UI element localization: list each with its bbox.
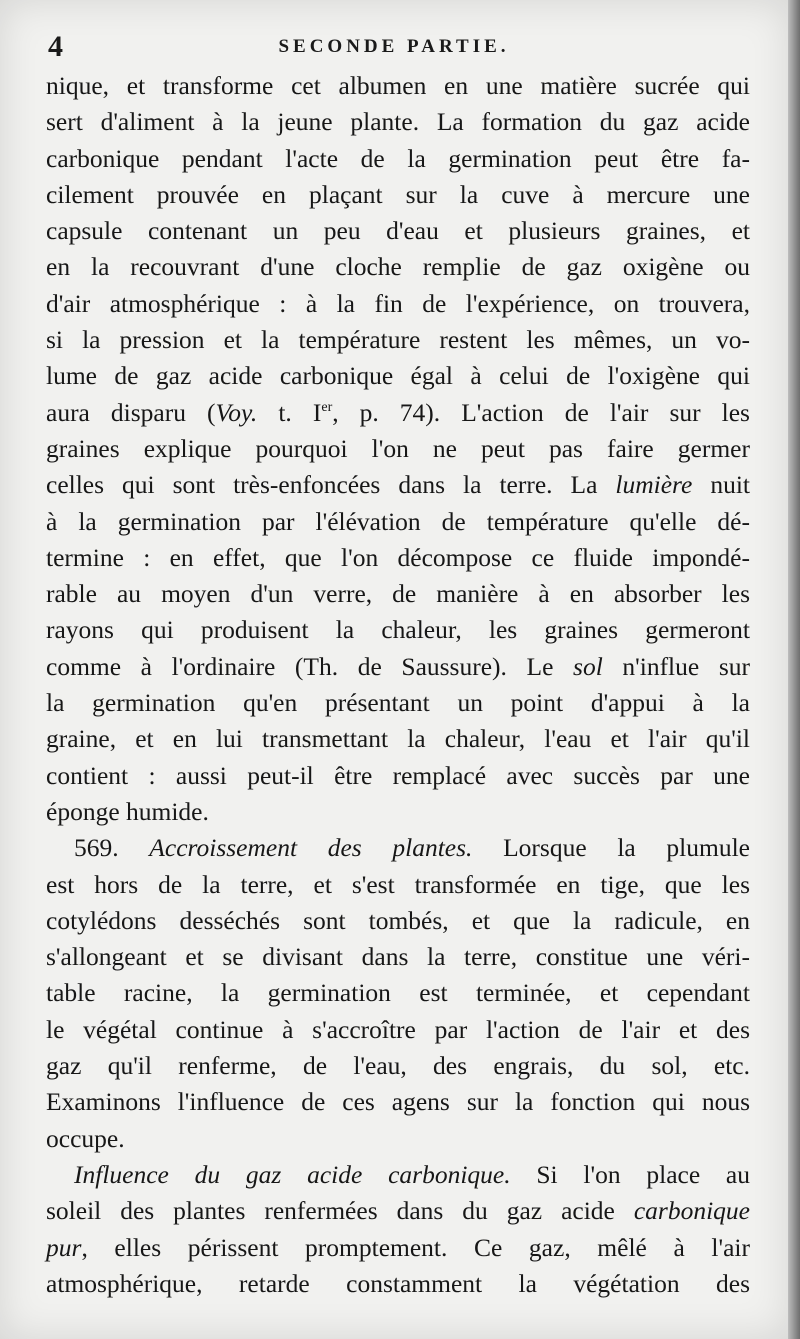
- running-title: SECONDE PARTIE.: [278, 36, 510, 57]
- text-line: rable au moyen d'un verre, de manière à en absorber les: [46, 579, 750, 609]
- text-line: occupe.: [46, 1123, 125, 1153]
- text-span: n'influe sur: [602, 651, 750, 681]
- text-span: , elles périssent promptement. Ce gaz, mêlé à l'air: [81, 1232, 750, 1262]
- text-line: atmosphérique, retarde constamment la végétation des: [46, 1268, 750, 1298]
- italic-text: lumière: [615, 470, 693, 500]
- text-line: cilement prouvée en plaçant sur la cuve à mercure une: [46, 179, 750, 209]
- text-line: lume de gaz acide carbonique égal à celui de l'oxigène qui: [46, 361, 750, 391]
- text-line: est hors de la terre, et s'est transformée en tige, que les: [46, 869, 750, 899]
- text-line: gaz qu'il renferme, de l'eau, des engrais, du sol, etc.: [46, 1051, 750, 1081]
- text-line: [46, 830, 750, 866]
- text-span: Lorsque la plumule: [472, 833, 750, 863]
- page-number: 4: [48, 30, 63, 63]
- text-line: si la pression et la température restent les mêmes, un vo-: [46, 325, 750, 355]
- text-line: à la germination par l'élévation de température qu'elle dé-: [46, 506, 750, 536]
- body-text: [46, 68, 750, 1302]
- text-line: [46, 1230, 750, 1266]
- text-line: [46, 1157, 750, 1193]
- text-span: t. I: [257, 397, 322, 427]
- text-line: [46, 1193, 750, 1229]
- text-line: rayons qui produisent la chaleur, les graines germeront: [46, 615, 750, 645]
- text-line: la germination qu'en présentant un point d'appui à la: [46, 688, 750, 718]
- text-line: contient : aussi peut-il être remplacé avec succès par une: [46, 760, 750, 790]
- text-line: carbonique pendant l'acte de la germination peut être fa-: [46, 143, 750, 173]
- text-span: comme à l'ordinaire (Th. de Saussure). Le: [46, 651, 574, 681]
- italic-text: pur: [46, 1232, 82, 1262]
- text-line: [46, 395, 750, 431]
- text-span: nuit: [692, 470, 750, 500]
- text-line: Examinons l'influence de ces agens sur la fonction qui nous: [46, 1087, 750, 1117]
- text-line: s'allongeant et se divisant dans la terre, constitue une véri-: [46, 942, 750, 972]
- page-edge-shadow: [788, 0, 800, 1339]
- text-span: aura disparu (: [46, 397, 216, 427]
- text-line: [46, 467, 750, 503]
- italic-text: Influence du gaz acide carbonique.: [74, 1159, 511, 1189]
- text-line: graines explique pourquoi l'on ne peut pas faire germer: [46, 433, 750, 463]
- text-line: graine, et en lui transmettant la chaleur, l'eau et l'air qu'il: [46, 724, 750, 754]
- italic-text: carbonique: [633, 1196, 750, 1226]
- text-line: table racine, la germination est terminée, et cependant: [46, 978, 750, 1008]
- italic-text: sol: [573, 651, 603, 681]
- text-line: cotylédons desséchés sont tombés, et que la radicule, en: [46, 905, 750, 935]
- text-span: 569.: [74, 833, 150, 863]
- italic-text: Voy.: [215, 397, 258, 427]
- text-line: capsule contenant un peu d'eau et plusieurs graines, et: [46, 216, 750, 246]
- text-span: celles qui sont très-enfoncées dans la terre. La: [46, 470, 616, 500]
- text-line: éponge humide.: [46, 796, 209, 826]
- text-span: , p. 74). L'action de l'air sur les: [332, 397, 750, 427]
- text-span: soleil des plantes renfermées dans du gaz acide: [46, 1196, 634, 1226]
- text-line: termine : en effet, que l'on décompose ce fluide impondé-: [46, 542, 750, 572]
- page-header: [44, 30, 744, 62]
- text-span: Si l'on place au: [510, 1159, 750, 1189]
- text-line: en la recouvrant d'une cloche remplie de gaz oxigène ou: [46, 252, 750, 282]
- text-line: le végétal continue à s'accroître par l'action de l'air et des: [46, 1014, 750, 1044]
- text-line: [46, 649, 750, 685]
- superscript: er: [321, 399, 333, 415]
- italic-text: Accroissement des plantes.: [149, 833, 473, 863]
- text-line: sert d'aliment à la jeune plante. La formation du gaz acide: [46, 107, 750, 137]
- text-line: nique, et transforme cet albumen en une matière sucrée qui: [46, 71, 750, 100]
- text-line: d'air atmosphérique : à la fin de l'expérience, on trouvera,: [46, 288, 750, 318]
